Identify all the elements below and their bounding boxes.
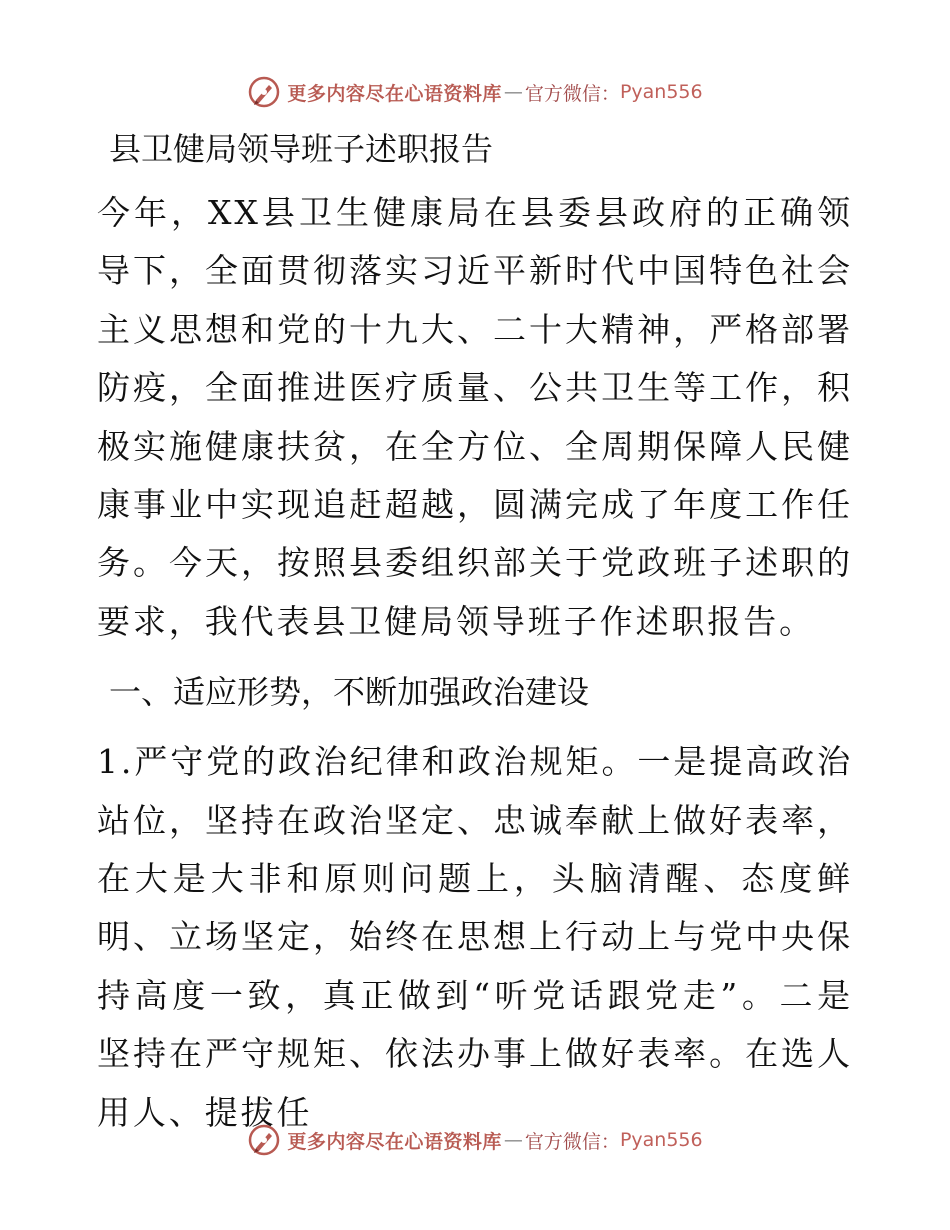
watermark-contact-label: 官方微信： bbox=[524, 82, 620, 105]
watermark-header bbox=[0, 70, 950, 114]
watermark-footer bbox=[0, 1118, 950, 1162]
document-title: 县卫健局领导班子述职报告 bbox=[109, 130, 494, 168]
intro-paragraph: 今年，XX县卫生健康局在县委县政府的正确领导下，全面贯彻落实习近平新时代中国特色社会主义思想和党的十九大、二十大精神，严格部署防疫，全面推进医疗质量、公共卫生等工作，积极实施健康扶贫，在全方位、全周期保障人民健康事业中实现追赶超越，圆满完成了年度工作任务。今天，按照县委组织部关于党政班子述职的要求，我代表县卫健局领导班子作述职报告。 bbox=[97, 193, 853, 641]
pen-logo-icon bbox=[247, 1123, 281, 1157]
watermark-contact-label: 官方微信： bbox=[524, 1130, 620, 1153]
watermark-site-text: 更多内容尽在心语资料库 bbox=[287, 82, 502, 105]
document-body bbox=[97, 120, 853, 1154]
pen-logo-icon bbox=[247, 75, 281, 109]
watermark-separator: — bbox=[503, 1129, 523, 1151]
watermark-site-text: 更多内容尽在心语资料库 bbox=[287, 1130, 502, 1153]
section-heading-1: 一、适应形势，不断加强政治建设 bbox=[109, 673, 590, 712]
section-1-paragraph-1: 1.严守党的政治纪律和政治规矩。一是提高政治站位，坚持在政治坚定、忠诚奉献上做好表率，在大是大非和原则问题上，头脑清醒、态度鲜明、立场坚定，始终在思想上行动上与党中央保持高度一致，真正做到“听党话跟党走”。二是坚持在严守规矩、依法办事上做好表率。在选人用人、提拔任 bbox=[97, 742, 853, 1132]
watermark-contact-id: Pyan556 bbox=[619, 1129, 703, 1151]
watermark-contact-id: Pyan556 bbox=[619, 81, 703, 103]
watermark-separator: — bbox=[503, 81, 523, 103]
